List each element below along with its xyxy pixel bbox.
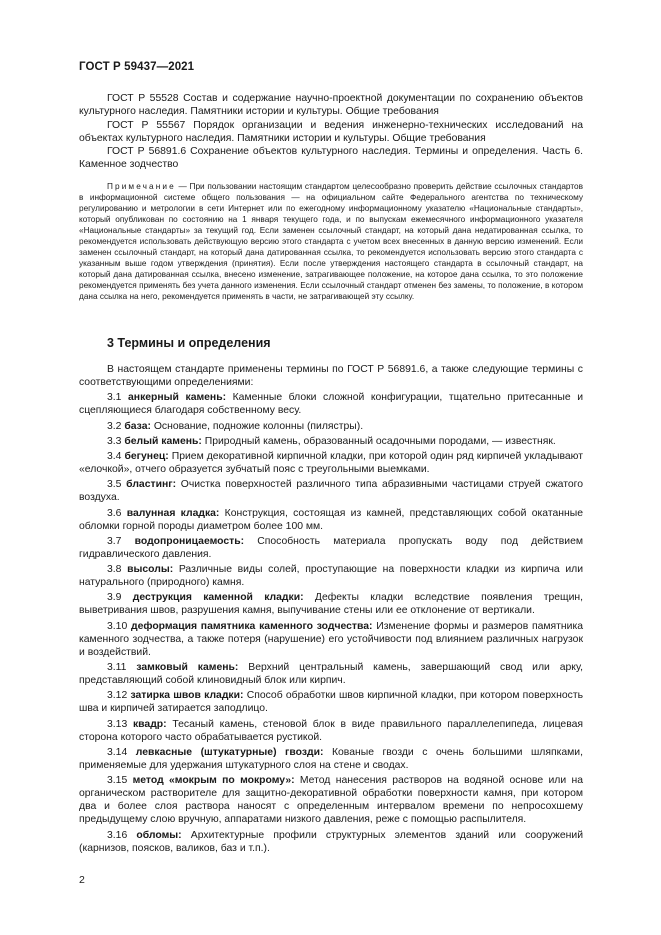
term-text: Способ обработки швов кирпичной кладки, при котором поверхность шва и кирпичей затирается заподлицо. xyxy=(79,690,584,715)
terms-section xyxy=(79,363,583,857)
term-definition xyxy=(79,535,583,561)
term-definition xyxy=(79,661,583,687)
term-name: метод «мокрым по мокрому»: xyxy=(132,775,295,787)
term-number: 3.10 xyxy=(107,620,128,632)
term-number: 3.16 xyxy=(107,829,128,841)
term-text: Прием декоративной кирпичной кладки, при которой один ряд кирпичей укладывают «елочкой», отчего образуется зубчатый пояс с треугольными выемками. xyxy=(79,451,584,476)
note-paragraph xyxy=(79,182,583,302)
term-text: Метод нанесения растворов на водяной основе или на органическом растворителе для защитно-декоративной обработки поверхности камня, при котором два и более слоя раствора наносят с определенным интервалом времени по непросохшему предыдущему слою вручную, аппаратами низкого давления, реже с помощью распылителя. xyxy=(79,775,584,826)
term-definition xyxy=(79,391,583,417)
term-number: 3.11 xyxy=(107,662,127,674)
term-name: база: xyxy=(124,420,151,432)
term-text: Дефекты кладки вследствие появления трещин, выветривания швов, разрушения камня, выпучивание стены или ее отклонение от вертикали. xyxy=(79,592,584,617)
term-text: Различные виды солей, проступающие на поверхности кладки из кирпича или натурального (природного) камня. xyxy=(79,564,584,589)
reference-item: ГОСТ Р 56891.6 Сохранение объектов культурного наследия. Термины и определения. Часть 6. Каменное зодчество xyxy=(79,146,583,171)
term-name: замковый камень: xyxy=(136,662,239,674)
normative-references xyxy=(79,92,583,172)
term-definition xyxy=(79,718,583,744)
reference-item: ГОСТ Р 55567 Порядок организации и ведения инженерно-технических исследований на объектах культурного наследия. Памятники истории и культуры. Общие требования xyxy=(79,119,583,144)
section-intro: В настоящем стандарте применены термины по ГОСТ Р 56891.6, а также следующие термины с соответствующими определениями: xyxy=(79,364,583,389)
term-number: 3.8 xyxy=(107,564,122,576)
term-number: 3.4 xyxy=(107,451,122,463)
term-text: Каменные блоки сложной конфигурации, тщательно притесанные и сцепляющиеся благодаря собственному весу. xyxy=(79,392,583,417)
term-definition xyxy=(79,420,583,433)
term-number: 3.14 xyxy=(107,746,128,758)
term-definition xyxy=(79,774,583,826)
term-number: 3.2 xyxy=(107,420,122,432)
term-name: деструкция каменной кладки: xyxy=(132,592,304,604)
term-definition xyxy=(79,435,583,448)
term-definition xyxy=(79,829,583,855)
term-number: 3.5 xyxy=(107,479,122,491)
term-number: 3.12 xyxy=(107,690,128,702)
term-name: квадр: xyxy=(132,718,167,730)
term-number: 3.3 xyxy=(107,435,122,447)
term-name: водопроницаемость: xyxy=(134,535,245,547)
term-name: обломы: xyxy=(136,829,182,841)
term-text: Конструкция, состоящая из камней, представляющих собой окатанные обломки горной породы диаметром более 100 мм. xyxy=(79,507,583,532)
term-name: затирка швов кладки: xyxy=(130,690,244,702)
term-text: Изменение формы и размеров памятника каменного зодчества, а также потеря (нарушение) его устойчивости под влиянием различных нагрузок и воздействий. xyxy=(79,620,584,658)
note-text: — При пользовании настоящим стандартом целесообразно проверить действие ссылочных стандартов в информационной системе общего пользования — на официальном сайте Федерального агентства по техническому регулированию и метрологии в сети Интернет или по ежегодному информационному указателю «Национальные стандарты», который опубликован по состоянию на 1 января текущего года, и по выпускам ежемесячного информационного указателя «Национальные стандарты» за текущий год. Если заменен ссылочный стандарт, на который дана недатированная ссылка, то рекомендуется использовать действующую версию этого стандарта с учетом всех внесенных в данную версию изменений. Если заменен ссылочный стандарт, на который дана датированная ссылка, то рекомендуется использовать версию этого стандарта с указанным выше годом утверждения (принятия). Если после утверждения настоящего стандарта в ссылочный стандарт, на который дана датированная ссылка, внесено изменение, затрагивающее положение, на которое дана ссылка, то это положение рекомендуется применять без учета данного изменения. Если ссылочный стандарт отменен без замены, то положение, в котором дана ссылка на него, рекомендуется применять в части, не затрагивающей эту ссылку. xyxy=(79,182,583,301)
term-number: 3.9 xyxy=(107,592,122,604)
term-text: Способность материала пропускать воду под действием гидравлического давления. xyxy=(79,535,584,560)
term-text: Тесаный камень, стеновой блок в виде правильного параллелепипеда, лицевая сторона которого часто обрабатывается рустикой. xyxy=(79,718,583,743)
term-name: левкасные (штукатурные) гвозди: xyxy=(135,746,324,758)
page-number: 2 xyxy=(79,874,85,886)
term-number: 3.15 xyxy=(107,775,128,787)
term-text: Верхний центральный камень, завершающий свод или арку, представляющий собой клиновидный блок или кирпич. xyxy=(79,662,583,687)
term-definition xyxy=(79,478,583,504)
term-name: бегунец: xyxy=(124,451,169,463)
term-text: Основание, подножие колонны (пилястры). xyxy=(153,420,364,432)
term-name: бластинг: xyxy=(126,479,177,491)
term-text: Очистка поверхностей различного типа абразивными частицами струей сжатого воздуха. xyxy=(79,479,583,504)
term-text: Архитектурные профили структурных элементов зданий или сооружений (карнизов, поясков, валиков, баз и т.п.). xyxy=(79,829,584,854)
term-definition xyxy=(79,746,583,772)
terms-list xyxy=(79,391,583,854)
note-label: Примечание xyxy=(107,182,176,191)
term-definition xyxy=(79,591,583,617)
document-header: ГОСТ Р 59437—2021 xyxy=(79,61,195,73)
reference-item: ГОСТ Р 55528 Состав и содержание научно-проектной документации по сохранению объектов культурного наследия. Памятники истории и культуры. Общие требования xyxy=(79,93,583,118)
term-definition xyxy=(79,507,583,533)
term-number: 3.1 xyxy=(107,392,122,404)
term-definition xyxy=(79,563,583,589)
term-definition xyxy=(79,620,583,659)
term-name: белый камень: xyxy=(124,435,202,447)
term-name: валунная кладка: xyxy=(126,507,220,519)
term-name: деформация памятника каменного зодчества: xyxy=(131,620,373,632)
term-text: Кованые гвозди с очень большими шляпками, применяемые для удержания штукатурного слоя на стене и сводах. xyxy=(79,746,583,771)
term-number: 3.13 xyxy=(107,718,128,730)
term-definition xyxy=(79,450,583,476)
section-title: 3 Термины и определения xyxy=(107,336,271,350)
term-name: анкерный камень: xyxy=(128,392,227,404)
term-definition xyxy=(79,689,583,715)
term-number: 3.6 xyxy=(107,507,122,519)
term-text: Природный камень, образованный осадочными породами, — известняк. xyxy=(204,435,556,447)
term-name: высолы: xyxy=(127,564,174,576)
term-number: 3.7 xyxy=(107,535,122,547)
